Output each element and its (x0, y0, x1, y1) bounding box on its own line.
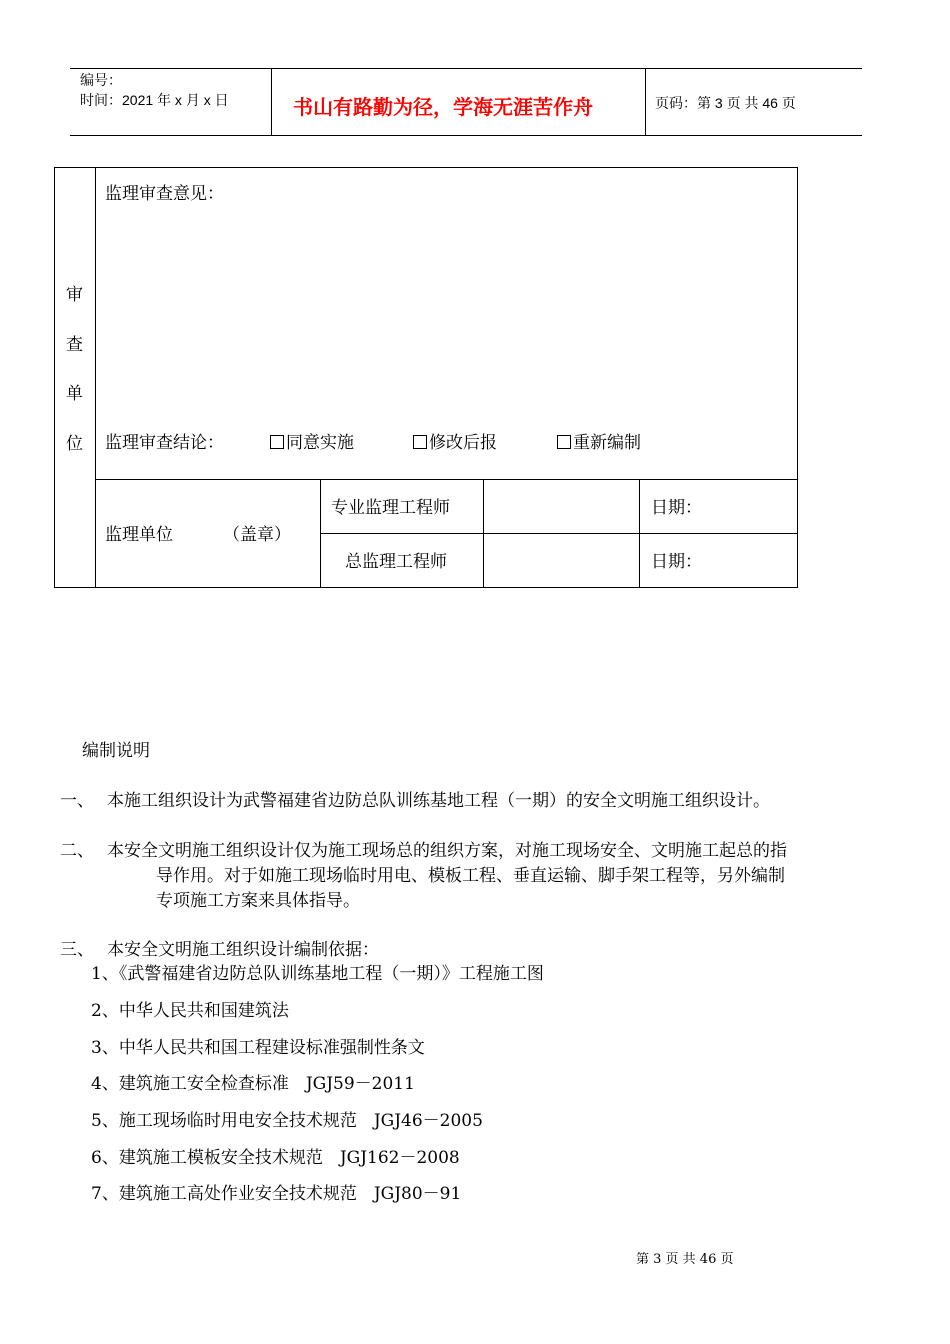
table-row-divider (95, 479, 798, 480)
section-title: 编制说明 (82, 741, 150, 761)
approve-checkbox[interactable] (270, 435, 284, 449)
side-label-char-4: 位 (66, 434, 83, 454)
conclusion-label: 监理审查结论： (105, 433, 224, 453)
engineer-label: 专业监理工程师 (331, 498, 450, 518)
chief-engineer-label: 总监理工程师 (345, 552, 447, 572)
doc-time-label: 时间：2021 年 x 月 x 日 (80, 92, 229, 108)
item3-number: 三、 (60, 940, 94, 960)
item2-number: 二、 (60, 841, 94, 861)
table-border-right (797, 167, 798, 587)
basis-item-1: 1、《武警福建省边防总队训练基地工程（一期）》工程施工图 (91, 964, 544, 984)
chief-signature-cell[interactable] (484, 534, 638, 586)
side-label-char-3: 单 (66, 384, 83, 404)
supervision-unit-label: 监理单位 (105, 525, 173, 545)
table-border-bottom (54, 587, 798, 588)
table-side-divider (95, 167, 96, 587)
option-revise[interactable] (413, 431, 497, 455)
basis-item-4: 4、建筑施工安全检查标准 JGJ59－2011 (91, 1074, 415, 1094)
basis-item-3: 3、中华人民共和国工程建设标准强制性条文 (91, 1038, 425, 1058)
header-top-rule (70, 68, 862, 69)
table-col-divider-3 (639, 479, 640, 587)
item1-number: 一、 (60, 791, 94, 811)
revise-checkbox[interactable] (413, 435, 427, 449)
option-approve[interactable] (270, 431, 354, 455)
header-motto: 书山有路勤为径，学海无涯苦作舟 (293, 97, 593, 119)
table-border-top (54, 167, 798, 168)
basis-item-2: 2、中华人民共和国建筑法 (91, 1001, 289, 1021)
item2-line2: 导作用。对于如施工现场临时用电、模板工程、垂直运输、脚手架工程等，另外编制 (156, 866, 785, 886)
redo-label: 重新编制 (573, 433, 641, 453)
date-label-2: 日期： (651, 552, 702, 572)
table-col-divider-1 (320, 479, 321, 587)
header-page-info: 页码：第 3 页 共 46 页 (655, 95, 796, 111)
item1-text: 本施工组织设计为武警福建省边防总队训练基地工程（一期）的安全文明施工组织设计。 (107, 791, 770, 811)
opinion-label: 监理审查意见： (105, 184, 224, 204)
header-divider-left (271, 68, 272, 136)
basis-item-7: 7、建筑施工高处作业安全技术规范 JGJ80－91 (91, 1184, 462, 1204)
side-label-char-1: 审 (66, 285, 83, 305)
option-redo[interactable] (557, 431, 641, 455)
approve-label: 同意实施 (286, 433, 354, 453)
seal-label: （盖章） (223, 525, 291, 545)
table-border-left (54, 167, 55, 587)
basis-item-6: 6、建筑施工模板安全技术规范 JGJ162－2008 (91, 1148, 460, 1168)
engineer-signature-cell[interactable] (484, 480, 638, 532)
doc-number-label: 编号： (80, 72, 122, 88)
item3-text: 本安全文明施工组织设计编制依据： (107, 940, 379, 960)
redo-checkbox[interactable] (557, 435, 571, 449)
date-label-1: 日期： (651, 498, 702, 518)
revise-label: 修改后报 (429, 433, 497, 453)
item2-line3: 专项施工方案来具体指导。 (156, 891, 360, 911)
side-label-char-2: 查 (66, 335, 83, 355)
page-footer: 第 3 页 共 46 页 (636, 1252, 734, 1267)
header-divider-right (645, 68, 646, 136)
header-bottom-rule (70, 135, 862, 136)
item2-line1: 本安全文明施工组织设计仅为施工现场总的组织方案，对施工现场安全、文明施工起总的指 (107, 841, 787, 861)
basis-item-5: 5、施工现场临时用电安全技术规范 JGJ46－2005 (91, 1111, 483, 1131)
